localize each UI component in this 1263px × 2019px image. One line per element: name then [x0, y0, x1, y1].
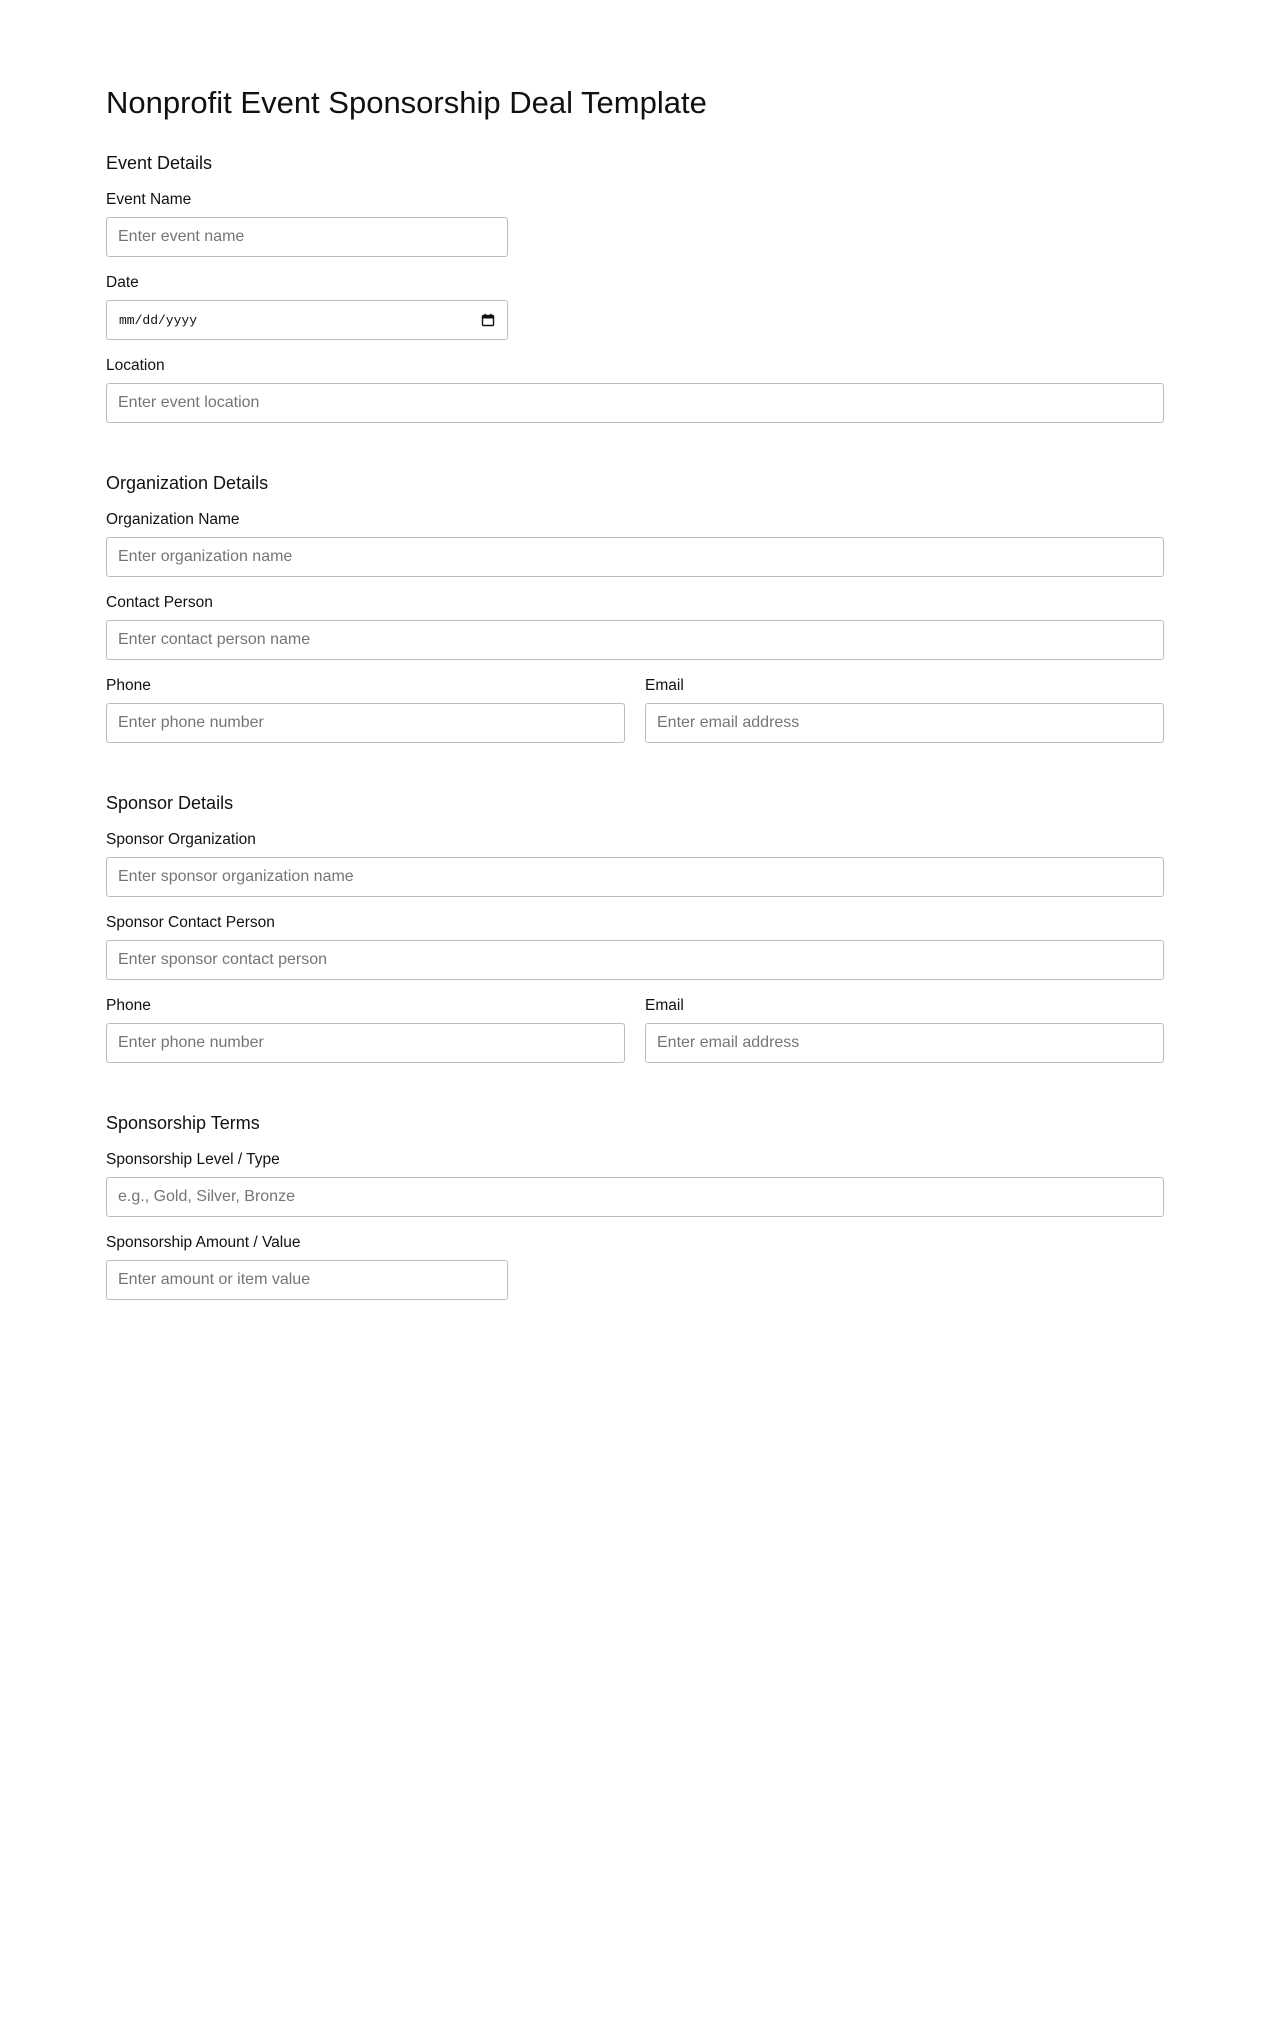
sponsorship-level-input[interactable] [106, 1177, 1164, 1217]
event-details-heading: Event Details [106, 153, 213, 173]
organization-name-label: Organization Name [106, 511, 240, 528]
organization-phone-input[interactable] [106, 703, 625, 743]
location-input[interactable] [106, 383, 1164, 423]
organization-details-heading: Organization Details [106, 473, 269, 493]
sponsor-email-group [645, 996, 1164, 1063]
sponsor-details-heading: Sponsor Details [106, 793, 234, 813]
sponsor-contact-person-group [106, 913, 1164, 980]
location-label: Location [106, 357, 165, 374]
organization-phone-group [106, 676, 625, 743]
sponsorship-form-page [106, 81, 1164, 1300]
sponsor-email-label: Email [645, 997, 684, 1014]
event-name-group [106, 190, 1164, 257]
sponsor-phone-input[interactable] [106, 1023, 625, 1063]
organization-contact-row [106, 676, 1164, 743]
sponsor-contact-person-label: Sponsor Contact Person [106, 914, 275, 931]
organization-email-label: Email [645, 677, 684, 694]
date-input[interactable] [106, 300, 508, 340]
sponsorship-level-label: Sponsorship Level / Type [106, 1151, 280, 1168]
date-group [106, 273, 1164, 340]
date-label: Date [106, 274, 139, 291]
sponsorship-terms-heading: Sponsorship Terms [106, 1113, 260, 1133]
date-placeholder: mm/dd/yyyy [119, 312, 198, 328]
sponsorship-amount-group [106, 1233, 1164, 1300]
sponsor-email-input[interactable] [645, 1023, 1164, 1063]
sponsor-organization-label: Sponsor Organization [106, 831, 256, 848]
sponsor-phone-label: Phone [106, 997, 151, 1014]
sponsor-organization-input[interactable] [106, 857, 1164, 897]
sponsor-details-section [106, 791, 1164, 1063]
sponsorship-amount-input[interactable] [106, 1260, 508, 1300]
sponsor-contact-row [106, 996, 1164, 1063]
sponsor-phone-group [106, 996, 625, 1063]
event-name-label: Event Name [106, 191, 192, 208]
event-name-input[interactable] [106, 217, 508, 257]
page-title: Nonprofit Event Sponsorship Deal Template [106, 85, 707, 120]
location-group [106, 356, 1164, 423]
contact-person-label: Contact Person [106, 594, 213, 611]
sponsorship-terms-section [106, 1111, 1164, 1300]
organization-name-group [106, 510, 1164, 577]
contact-person-input[interactable] [106, 620, 1164, 660]
event-details-section [106, 151, 1164, 423]
organization-name-input[interactable] [106, 537, 1164, 577]
sponsor-contact-person-input[interactable] [106, 940, 1164, 980]
contact-person-group [106, 593, 1164, 660]
sponsorship-amount-label: Sponsorship Amount / Value [106, 1234, 301, 1251]
sponsorship-level-group [106, 1150, 1164, 1217]
sponsor-organization-group [106, 830, 1164, 897]
organization-details-section [106, 471, 1164, 743]
calendar-icon[interactable] [481, 313, 495, 327]
organization-email-group [645, 676, 1164, 743]
organization-phone-label: Phone [106, 677, 151, 694]
organization-email-input[interactable] [645, 703, 1164, 743]
